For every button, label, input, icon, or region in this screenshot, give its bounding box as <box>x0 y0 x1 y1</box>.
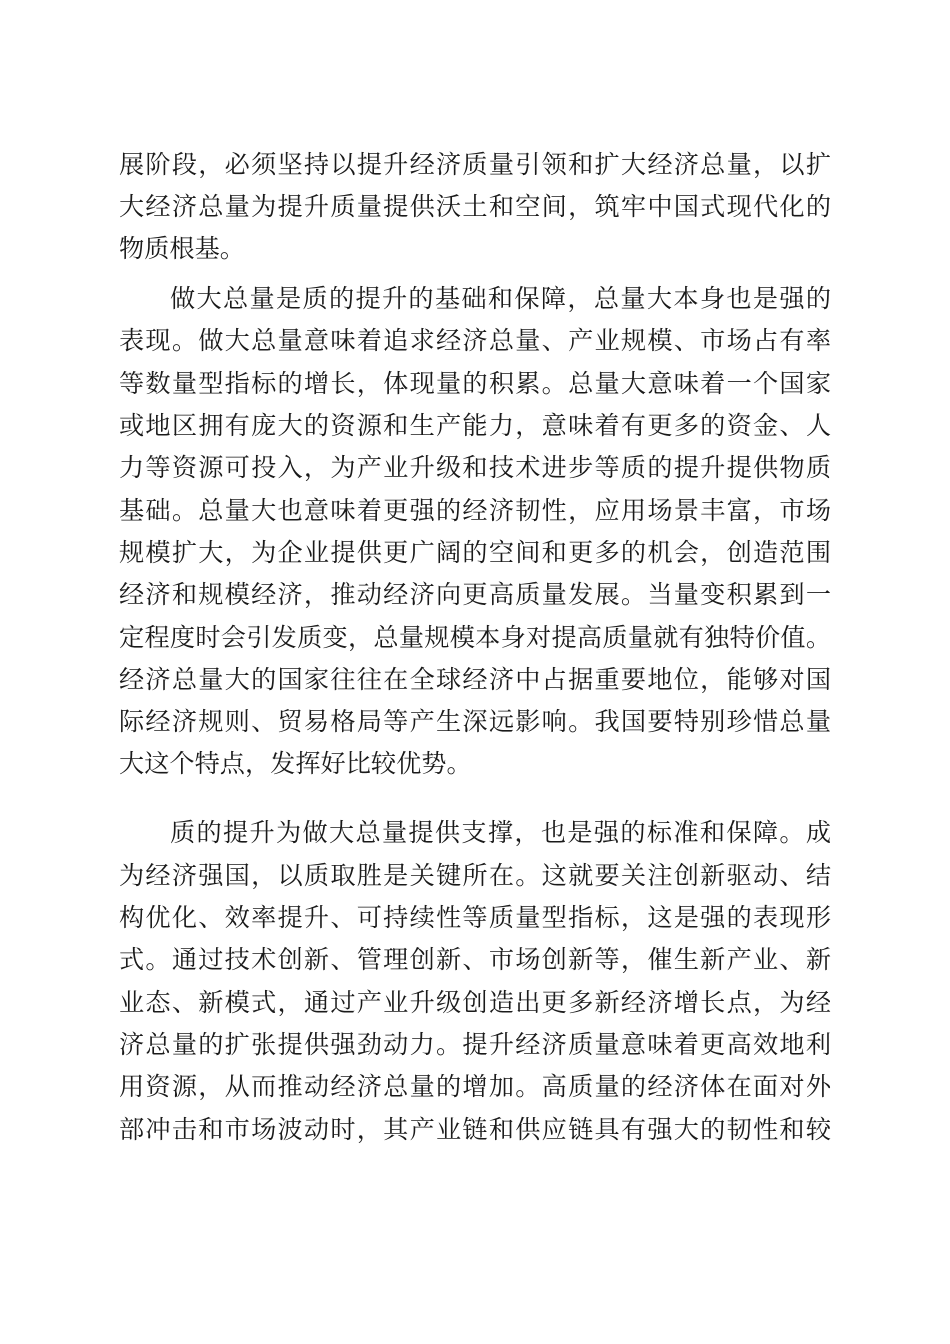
text-line: 济总量的扩张提供强劲动力。提升经济质量意味着更高效地利 <box>119 1030 831 1059</box>
text-line: 展阶段，必须坚持以提升经济质量引领和扩大经济总量，以扩 <box>119 150 831 179</box>
text-line: 大经济总量为提升质量提供沃土和空间，筑牢中国式现代化的 <box>119 192 831 221</box>
text-line: 表现。做大总量意味着追求经济总量、产业规模、市场占有率 <box>119 326 831 355</box>
text-line: 基础。总量大也意味着更强的经济韧性，应用场景丰富，市场 <box>119 496 831 525</box>
text-line: 用资源，从而推动经济总量的增加。高质量的经济体在面对外 <box>119 1072 831 1101</box>
text-line: 物质根基。 <box>119 234 245 263</box>
text-line: 经济总量大的国家往往在全球经济中占据重要地位，能够对国 <box>119 665 831 694</box>
text-line: 或地区拥有庞大的资源和生产能力，意味着有更多的资金、人 <box>119 411 831 440</box>
text-line: 为经济强国，以质取胜是关键所在。这就要关注创新驱动、结 <box>119 861 831 890</box>
text-line: 构优化、效率提升、可持续性等质量型指标，这是强的表现形 <box>119 903 831 932</box>
text-line: 规模扩大，为企业提供更广阔的空间和更多的机会，创造范围 <box>119 538 831 567</box>
text-line: 力等资源可投入，为产业升级和技术进步等质的提升提供物质 <box>119 453 831 482</box>
text-line: 做大总量是质的提升的基础和保障，总量大本身也是强的 <box>170 284 831 313</box>
text-line: 等数量型指标的增长，体现量的积累。总量大意味着一个国家 <box>119 369 831 398</box>
text-line: 业态、新模式，通过产业升级创造出更多新经济增长点，为经 <box>119 988 831 1017</box>
text-line: 经济和规模经济，推动经济向更高质量发展。当量变积累到一 <box>119 580 831 609</box>
text-line: 际经济规则、贸易格局等产生深远影响。我国要特别珍惜总量 <box>119 707 831 736</box>
text-line: 大这个特点，发挥好比较优势。 <box>119 749 472 778</box>
text-line: 定程度时会引发质变，总量规模本身对提高质量就有独特价值。 <box>119 623 831 652</box>
text-line: 质的提升为做大总量提供支撑，也是强的标准和保障。成 <box>170 818 831 847</box>
text-line: 式。通过技术创新、管理创新、市场创新等，催生新产业、新 <box>119 945 831 974</box>
text-line: 部冲击和市场波动时，其产业链和供应链具有强大的韧性和较 <box>119 1115 831 1144</box>
